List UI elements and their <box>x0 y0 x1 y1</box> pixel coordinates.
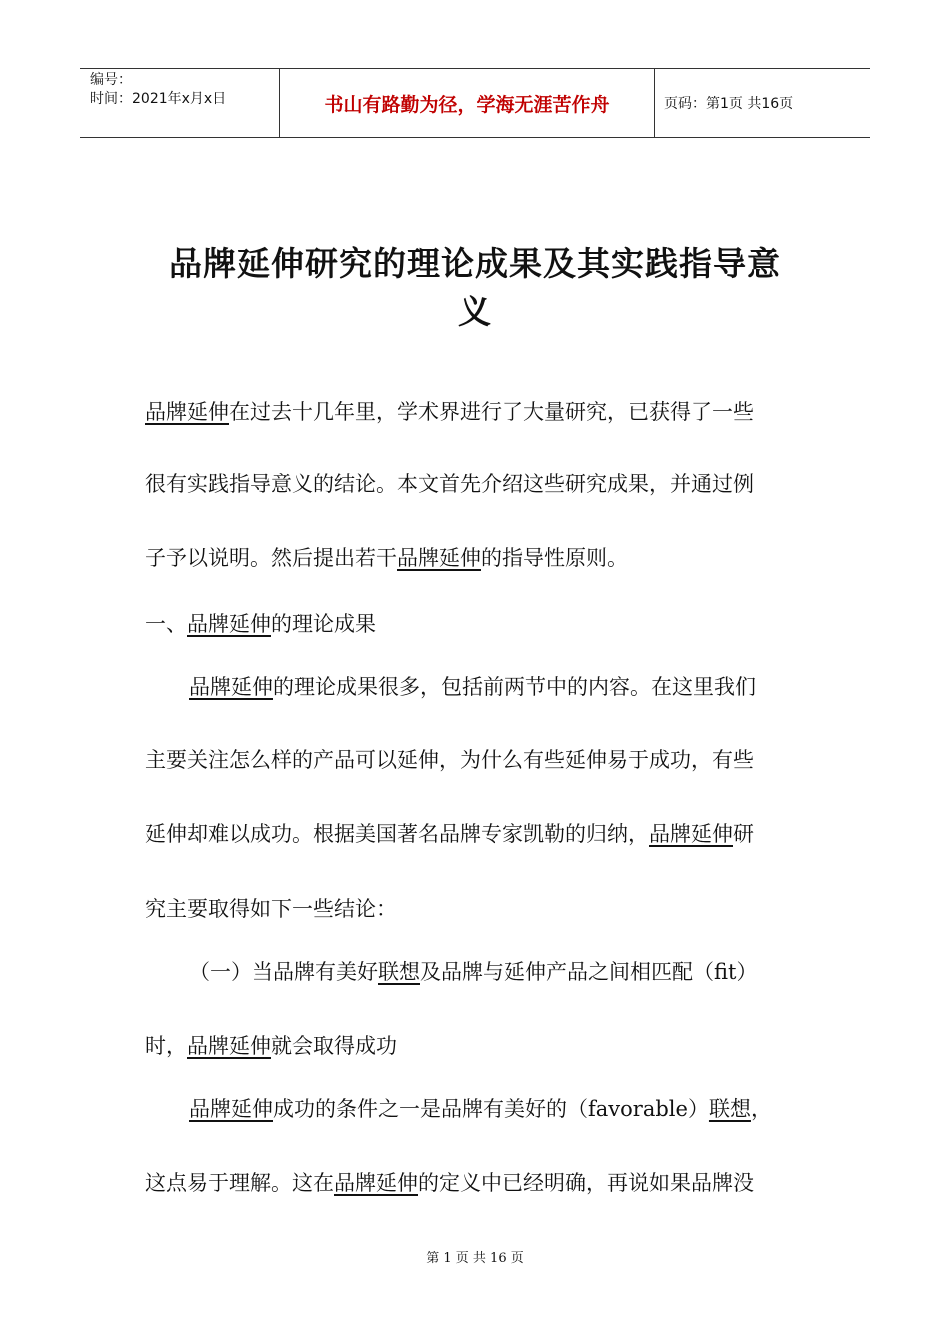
paragraph-line <box>145 818 805 848</box>
term-link: 品牌延伸 <box>397 546 481 570</box>
header-info-cell <box>80 69 280 137</box>
subheading-line <box>145 1030 805 1060</box>
paragraph-line <box>145 396 805 426</box>
term-link: 联想 <box>708 1097 751 1121</box>
text-run: 的理论成果 <box>271 612 376 636</box>
text-run: 一、 <box>145 612 187 636</box>
code-label: 编号： <box>90 72 132 88</box>
text-run: 及品牌与延伸产品之间相匹配（fit） <box>420 960 758 984</box>
text-run: 就会取得成功 <box>271 1034 397 1058</box>
subheading-line <box>145 956 849 986</box>
term-link: 品牌延伸 <box>145 400 229 424</box>
text-run: 研 <box>733 822 754 846</box>
term-link: 品牌延伸 <box>649 822 733 846</box>
text-run: 的定义中已经明确，再说如果品牌没 <box>418 1171 754 1195</box>
term-link: 品牌延伸 <box>189 675 273 699</box>
text-run: 的指导性原则。 <box>481 546 628 570</box>
text-run: 这点易于理解。这在 <box>145 1171 334 1195</box>
date-label: 时间：2021年x月x日 <box>90 91 227 107</box>
title-line-2: 义 <box>458 292 492 331</box>
text-run: 的理论成果很多，包括前两节中的内容。在这里我们 <box>273 675 756 699</box>
text-run: 时， <box>145 1034 187 1058</box>
text-run: ， <box>750 1097 772 1121</box>
term-link: 品牌延伸 <box>187 612 271 636</box>
document-header <box>80 68 870 138</box>
text-run: 子予以说明。然后提出若干 <box>145 546 397 570</box>
paragraph-line <box>145 1093 849 1123</box>
paragraph-line <box>145 542 805 572</box>
term-link: 品牌延伸 <box>187 1034 271 1058</box>
paragraph-line: 究主要取得如下一些结论： <box>145 897 397 921</box>
document-title <box>145 240 805 336</box>
term-link: 品牌延伸 <box>334 1171 418 1195</box>
text-run: 延伸却难以成功。根据美国著名品牌专家凯勒的归纳， <box>145 822 649 846</box>
paragraph-line: 主要关注怎么样的产品可以延伸，为什么有些延伸易于成功，有些 <box>145 748 754 772</box>
term-link: 联想 <box>378 960 420 984</box>
section-heading <box>145 608 805 638</box>
paragraph-line: 很有实践指导意义的结论。本文首先介绍这些研究成果，并通过例 <box>145 472 754 496</box>
text-run: 成功的条件之一是品牌有美好的（favorable） <box>273 1097 709 1121</box>
header-motto: 书山有路勤为径，学海无涯苦作舟 <box>280 69 655 137</box>
term-link: 品牌延伸 <box>189 1097 273 1121</box>
paragraph-line <box>145 1167 805 1197</box>
title-line-1: 品牌延伸研究的理论成果及其实践指导意 <box>169 244 781 283</box>
text-run: 在过去十几年里，学术界进行了大量研究，已获得了一些 <box>229 400 754 424</box>
text-run: （一）当品牌有美好 <box>189 960 378 984</box>
paragraph-line <box>145 671 849 701</box>
page-footer: 第 1 页 共 16 页 <box>426 1251 524 1266</box>
header-page-label: 页码：第1页 共16页 <box>664 96 794 112</box>
